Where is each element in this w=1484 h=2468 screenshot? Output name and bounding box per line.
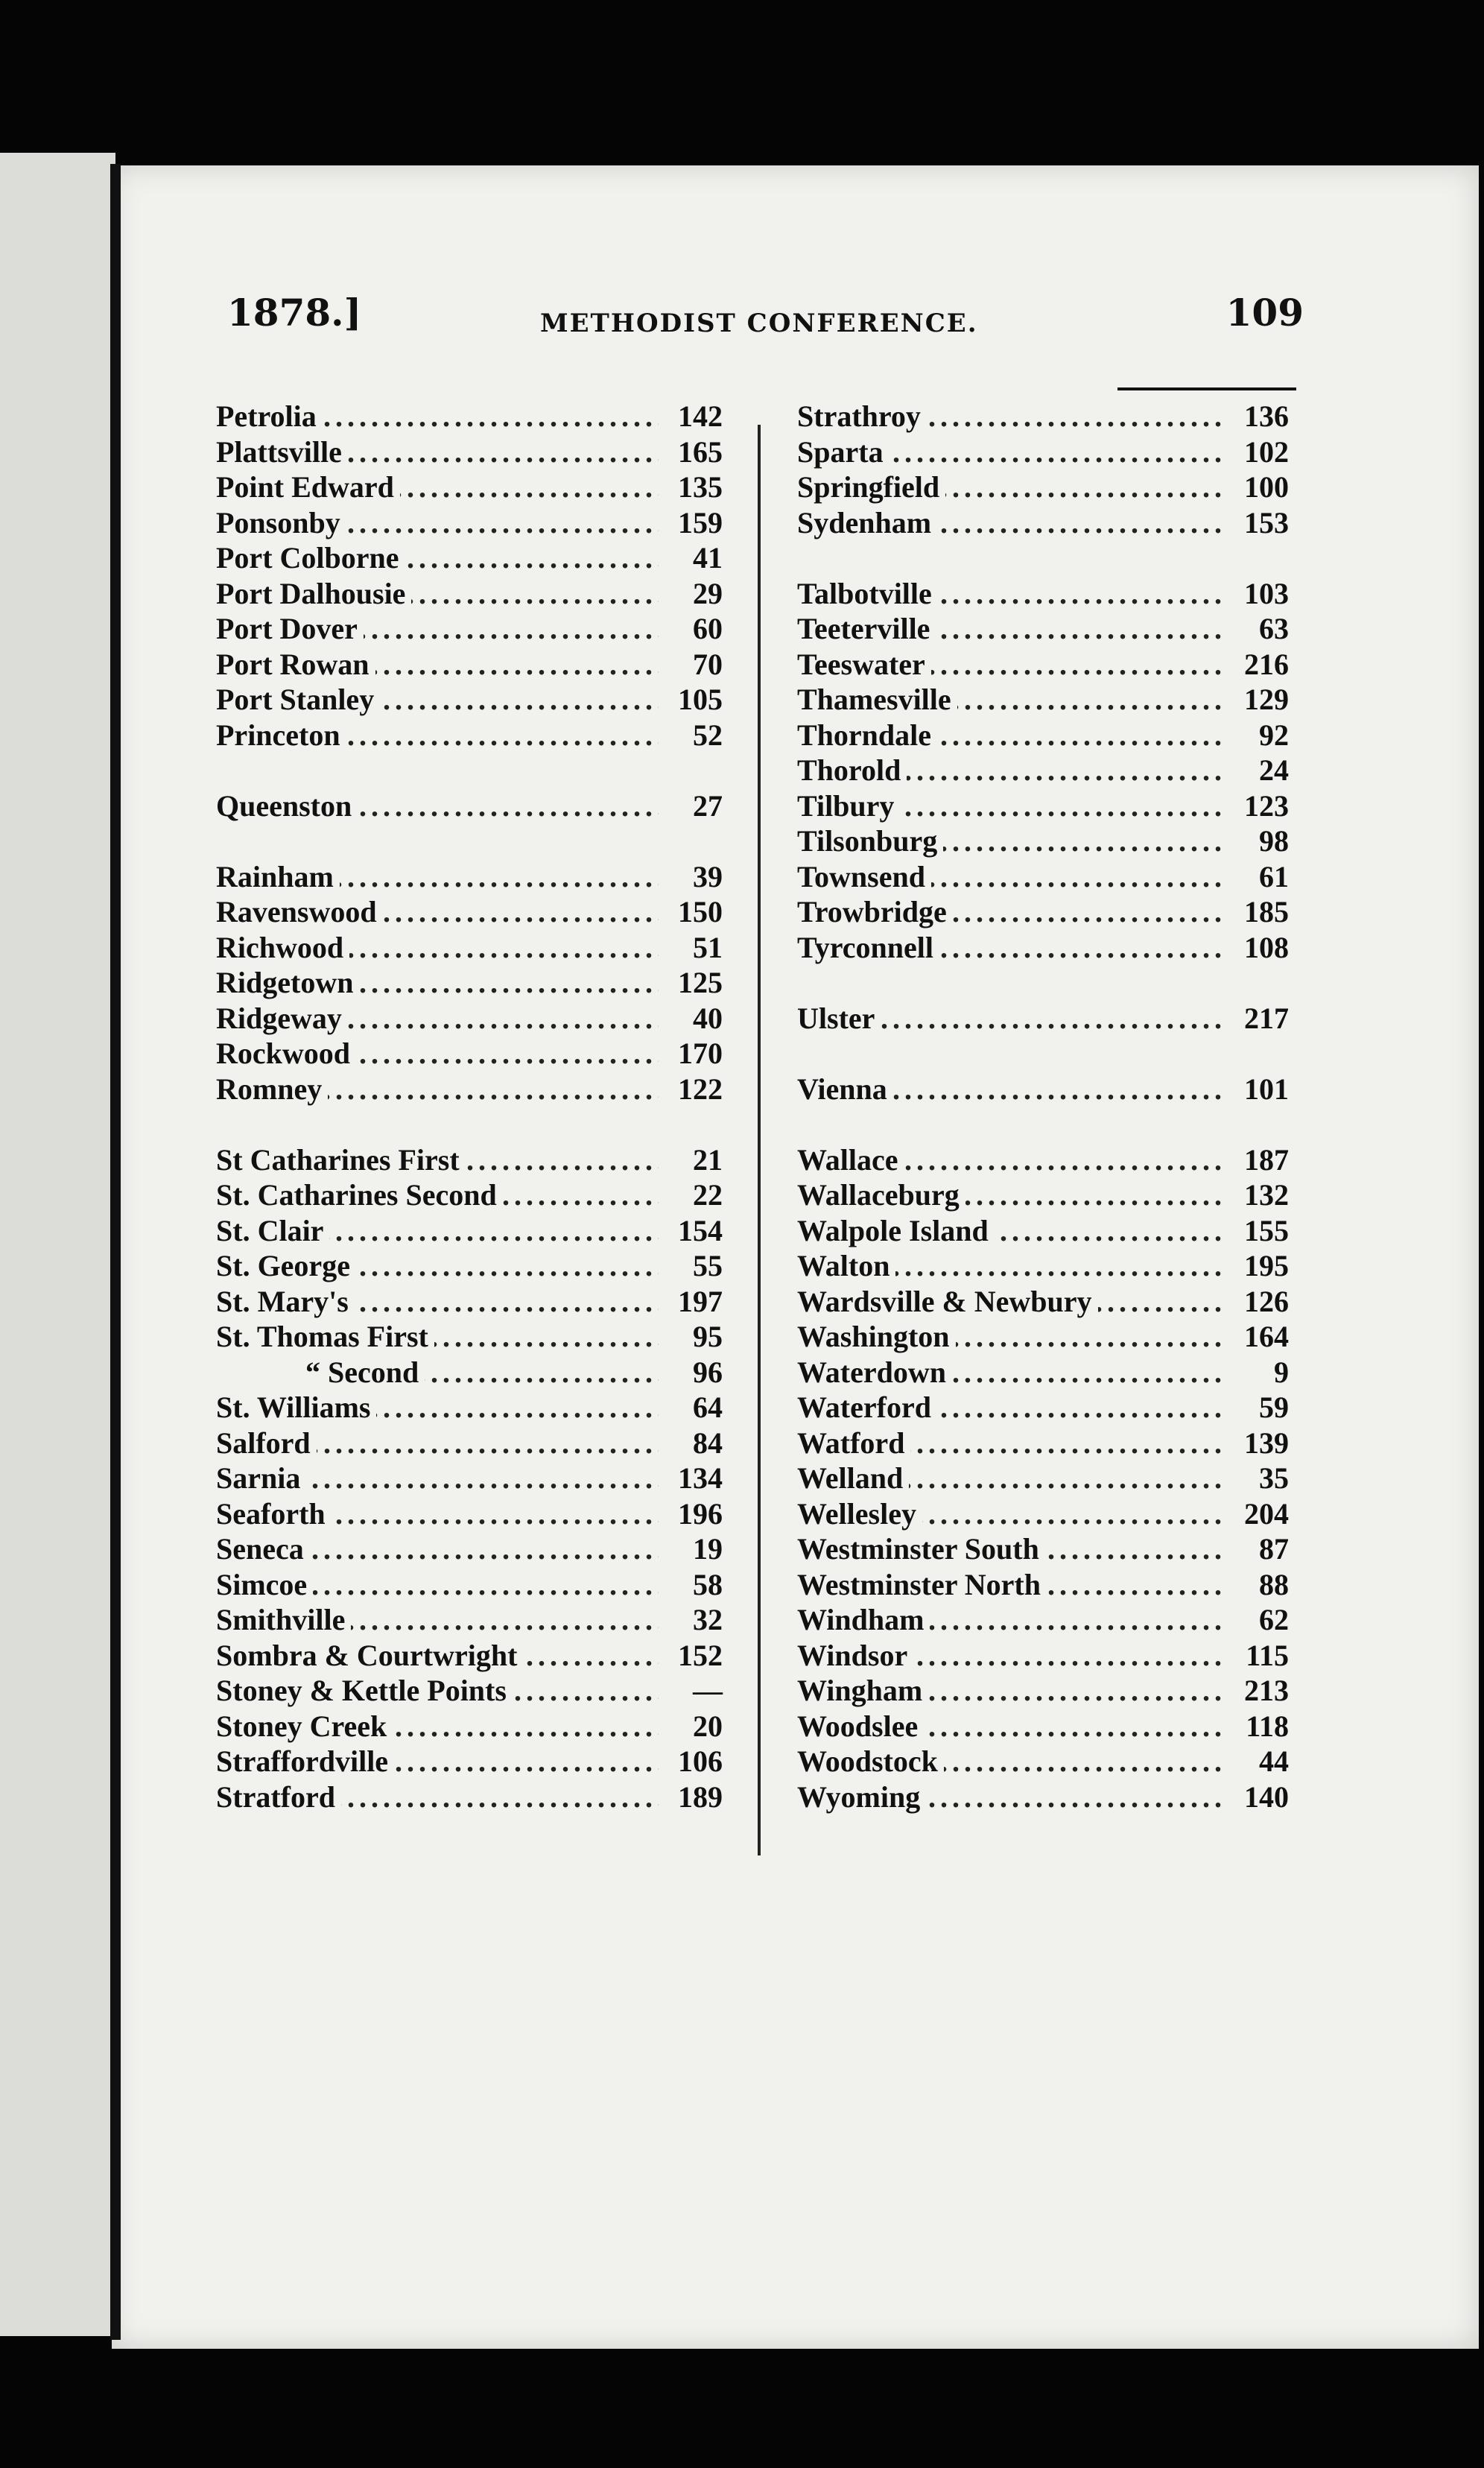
place-number: 142 [659, 399, 723, 434]
place-name: Talbotville [797, 577, 938, 610]
place-name: Tilbury [797, 789, 900, 823]
list-item [209, 859, 730, 895]
place-number: 140 [1225, 1779, 1289, 1815]
place-number: 98 [1225, 823, 1289, 859]
place-name: Woodstock [797, 1744, 944, 1778]
place-number: 170 [659, 1036, 723, 1072]
place-name: Seaforth [216, 1497, 332, 1531]
list-item [209, 1142, 730, 1178]
place-number: 125 [659, 965, 723, 1001]
place-number: 64 [659, 1390, 723, 1426]
place-number: 20 [659, 1709, 723, 1744]
list-item [209, 1709, 730, 1744]
place-number: 70 [659, 647, 723, 683]
place-name: Walton [797, 1249, 895, 1282]
list-item [790, 1284, 1296, 1320]
list-item [209, 1284, 730, 1320]
place-number: 39 [659, 859, 723, 895]
place-number: 213 [1225, 1673, 1289, 1709]
place-name: Wardsville & Newbury [797, 1285, 1098, 1318]
section-gap [790, 1036, 1296, 1072]
column-divider [758, 425, 761, 1855]
list-item [209, 611, 730, 647]
list-item [790, 1142, 1296, 1178]
place-name: Straffordville [216, 1744, 394, 1778]
place-number: 103 [1225, 576, 1289, 612]
section-gap [209, 753, 730, 788]
place-name: Port Rowan [216, 648, 375, 681]
place-name: St. Williams [216, 1390, 376, 1424]
list-item [790, 1744, 1296, 1779]
place-name: Trowbridge [797, 895, 953, 928]
place-name: Windham [797, 1603, 930, 1636]
place-name: St. Thomas First [216, 1320, 434, 1353]
list-item [790, 1567, 1296, 1603]
place-number: 185 [1225, 894, 1289, 930]
place-number: 187 [1225, 1142, 1289, 1178]
place-name: Teeterville [797, 612, 936, 645]
place-number: 155 [1225, 1213, 1289, 1249]
list-item [790, 1638, 1296, 1674]
place-name: Thamesville [797, 683, 957, 716]
left-column-list [209, 399, 730, 1814]
place-number: 52 [659, 718, 723, 753]
place-name: Stratford [216, 1780, 341, 1814]
place-number: 19 [659, 1531, 723, 1567]
list-item [209, 1567, 730, 1603]
list-item [209, 1390, 730, 1426]
list-item [790, 718, 1296, 753]
place-number: 216 [1225, 647, 1289, 683]
place-number: 150 [659, 894, 723, 930]
place-name: Springfield [797, 470, 945, 504]
list-item [209, 894, 730, 930]
place-number: 139 [1225, 1426, 1289, 1461]
place-name: Westminster South [797, 1532, 1045, 1566]
list-item [209, 1461, 730, 1496]
list-item [209, 1744, 730, 1779]
place-name: Salford [216, 1426, 317, 1460]
list-item [209, 1426, 730, 1461]
place-name: St Catharines First [216, 1143, 466, 1177]
list-item [790, 1001, 1296, 1037]
list-item [790, 1426, 1296, 1461]
list-item [209, 1213, 730, 1249]
list-item [209, 1001, 730, 1037]
place-name: Plattsville [216, 435, 348, 469]
list-item [790, 1461, 1296, 1496]
place-name: Ridgeway [216, 1002, 348, 1035]
place-name: Port Dover [216, 612, 364, 645]
place-number: 154 [659, 1213, 723, 1249]
place-number: 27 [659, 788, 723, 824]
place-name: Windsor [797, 1639, 913, 1672]
list-item [790, 1319, 1296, 1355]
list-item [209, 576, 730, 612]
place-number: 152 [659, 1638, 723, 1674]
list-item [209, 434, 730, 470]
place-number: 95 [659, 1319, 723, 1355]
list-item [790, 1496, 1296, 1532]
list-item [209, 1779, 730, 1815]
list-item [790, 894, 1296, 930]
list-item [790, 505, 1296, 541]
place-number: 24 [1225, 753, 1289, 788]
list-item [790, 611, 1296, 647]
place-name: Port Stanley [216, 683, 380, 716]
place-name: “ Second [216, 1355, 425, 1389]
place-number: 51 [659, 930, 723, 966]
place-number: 101 [1225, 1072, 1289, 1107]
place-number: 164 [1225, 1319, 1289, 1355]
place-number: 136 [1225, 399, 1289, 434]
place-name: Waterford [797, 1390, 937, 1424]
place-number: 87 [1225, 1531, 1289, 1567]
place-name: Sarnia [216, 1461, 306, 1495]
place-name: Richwood [216, 931, 349, 964]
place-name: Strathroy [797, 399, 927, 433]
place-number: 195 [1225, 1248, 1289, 1284]
section-gap [790, 1107, 1296, 1142]
place-name: Townsend [797, 860, 931, 893]
place-name: Ponsonby [216, 506, 346, 540]
place-name: Queenston [216, 789, 358, 823]
list-item [790, 1531, 1296, 1567]
place-name: Ridgetown [216, 966, 359, 999]
header-rule [1117, 387, 1296, 390]
place-number: 115 [1225, 1638, 1289, 1674]
list-item [790, 1779, 1296, 1815]
place-name: Teeswater [797, 648, 931, 681]
list-item [209, 718, 730, 753]
place-number: 92 [1225, 718, 1289, 753]
place-number: 41 [659, 540, 723, 576]
list-item [790, 1213, 1296, 1249]
place-name: Seneca [216, 1532, 310, 1566]
place-name: Smithville [216, 1603, 351, 1636]
page-number: 109 [1225, 291, 1304, 335]
list-item [209, 1072, 730, 1107]
list-item [209, 399, 730, 434]
place-name: St. Mary's [216, 1285, 355, 1318]
place-number: 122 [659, 1072, 723, 1107]
place-name: Rainham [216, 860, 340, 893]
list-item [790, 682, 1296, 718]
list-item [209, 1531, 730, 1567]
list-item [209, 540, 730, 576]
list-item [790, 1072, 1296, 1107]
place-number: 123 [1225, 788, 1289, 824]
place-number: 153 [1225, 505, 1289, 541]
list-item [209, 682, 730, 718]
list-item [790, 576, 1296, 612]
place-name: Tyrconnell [797, 931, 939, 964]
list-item [790, 1248, 1296, 1284]
list-item [790, 1673, 1296, 1709]
place-name: Sombra & Courtwright [216, 1639, 523, 1672]
list-item [790, 1390, 1296, 1426]
place-number: 100 [1225, 469, 1289, 505]
list-item [209, 1036, 730, 1072]
place-name: Simcoe [216, 1568, 313, 1601]
list-item [790, 930, 1296, 966]
place-number: 204 [1225, 1496, 1289, 1532]
place-number: 217 [1225, 1001, 1289, 1037]
list-item [790, 1355, 1296, 1390]
list-item [209, 1602, 730, 1638]
place-number: 44 [1225, 1744, 1289, 1779]
place-name: Wallaceburg [797, 1178, 965, 1212]
list-item [209, 930, 730, 966]
place-name: Waterdown [797, 1355, 952, 1389]
list-item [209, 1355, 730, 1390]
place-number: 129 [1225, 682, 1289, 718]
place-name: Woodslee [797, 1709, 924, 1743]
place-number: 63 [1225, 611, 1289, 647]
list-item [209, 1638, 730, 1674]
place-name: Ravenswood [216, 895, 383, 928]
place-number: 9 [1225, 1355, 1289, 1390]
place-name: Ulster [797, 1002, 881, 1035]
section-gap [790, 965, 1296, 1001]
place-name: Welland [797, 1461, 909, 1495]
place-name: Wingham [797, 1674, 928, 1707]
place-name: Wyoming [797, 1780, 926, 1814]
place-number: 61 [1225, 859, 1289, 895]
right-column-list [790, 399, 1296, 1814]
page-gutter-shadow [110, 164, 121, 2340]
place-name: Romney [216, 1072, 328, 1106]
place-number: 62 [1225, 1602, 1289, 1638]
place-number: 84 [659, 1426, 723, 1461]
place-name: Sparta [797, 435, 890, 469]
place-number: 58 [659, 1567, 723, 1603]
place-name: Stoney Creek [216, 1709, 393, 1743]
list-item [790, 859, 1296, 895]
place-number: 32 [659, 1602, 723, 1638]
place-number: 134 [659, 1461, 723, 1496]
place-number: 22 [659, 1177, 723, 1213]
list-item [209, 1319, 730, 1355]
place-name: Westminster North [797, 1568, 1047, 1601]
place-name: St. Catharines Second [216, 1178, 503, 1212]
header-year: 1878.] [227, 291, 362, 335]
place-name: Port Colborne [216, 541, 405, 575]
place-number: 55 [659, 1248, 723, 1284]
list-item [209, 469, 730, 505]
list-item [790, 1709, 1296, 1744]
place-name: Tilsonburg [797, 824, 943, 858]
place-number: 60 [659, 611, 723, 647]
list-item [209, 647, 730, 683]
place-name: Thorndale [797, 718, 937, 752]
place-number: 159 [659, 505, 723, 541]
list-item [209, 505, 730, 541]
list-item [209, 1673, 730, 1709]
place-number: 189 [659, 1779, 723, 1815]
place-name: St. George [216, 1249, 356, 1282]
list-item [790, 753, 1296, 788]
place-number: 126 [1225, 1284, 1289, 1320]
place-number: 59 [1225, 1390, 1289, 1426]
place-name: Watford [797, 1426, 910, 1460]
section-gap [790, 540, 1296, 576]
header-title: METHODIST CONFERENCE. [540, 308, 978, 338]
place-number: 96 [659, 1355, 723, 1390]
place-name: Washington [797, 1320, 956, 1353]
place-name: Point Edward [216, 470, 400, 504]
place-number: 35 [1225, 1461, 1289, 1496]
place-name: Sydenham [797, 506, 937, 540]
place-name: Walpole Island [797, 1214, 995, 1247]
list-item [209, 1177, 730, 1213]
place-number: 88 [1225, 1567, 1289, 1603]
place-number: 132 [1225, 1177, 1289, 1213]
list-item [209, 1496, 730, 1532]
place-number: 118 [1225, 1709, 1289, 1744]
place-number: 108 [1225, 930, 1289, 966]
place-name: Port Dalhousie [216, 577, 411, 610]
place-number: 197 [659, 1284, 723, 1320]
running-header [227, 291, 1304, 350]
place-name: Thorold [797, 753, 907, 787]
place-number: 21 [659, 1142, 723, 1178]
section-gap [209, 823, 730, 859]
place-number: — [659, 1673, 723, 1709]
place-number: 102 [1225, 434, 1289, 470]
list-item [790, 1177, 1296, 1213]
place-number: 40 [659, 1001, 723, 1037]
list-item [790, 788, 1296, 824]
place-number: 135 [659, 469, 723, 505]
list-item [209, 1248, 730, 1284]
list-item [790, 469, 1296, 505]
place-number: 196 [659, 1496, 723, 1532]
facing-page-edge [0, 153, 115, 2336]
place-name: Vienna [797, 1072, 893, 1106]
list-item [209, 788, 730, 824]
place-name: Wellesley [797, 1497, 922, 1531]
list-item [209, 965, 730, 1001]
place-number: 29 [659, 576, 723, 612]
list-item [790, 434, 1296, 470]
list-item [790, 823, 1296, 859]
place-name: Petrolia [216, 399, 323, 433]
place-name: Wallace [797, 1143, 904, 1177]
place-name: Princeton [216, 718, 346, 752]
list-item [790, 1602, 1296, 1638]
place-name: St. Clair [216, 1214, 329, 1247]
place-number: 106 [659, 1744, 723, 1779]
list-item [790, 647, 1296, 683]
place-name: Stoney & Kettle Points [216, 1674, 513, 1707]
section-gap [209, 1107, 730, 1142]
place-name: Rockwood [216, 1037, 356, 1070]
list-item [790, 399, 1296, 434]
place-number: 165 [659, 434, 723, 470]
place-number: 105 [659, 682, 723, 718]
